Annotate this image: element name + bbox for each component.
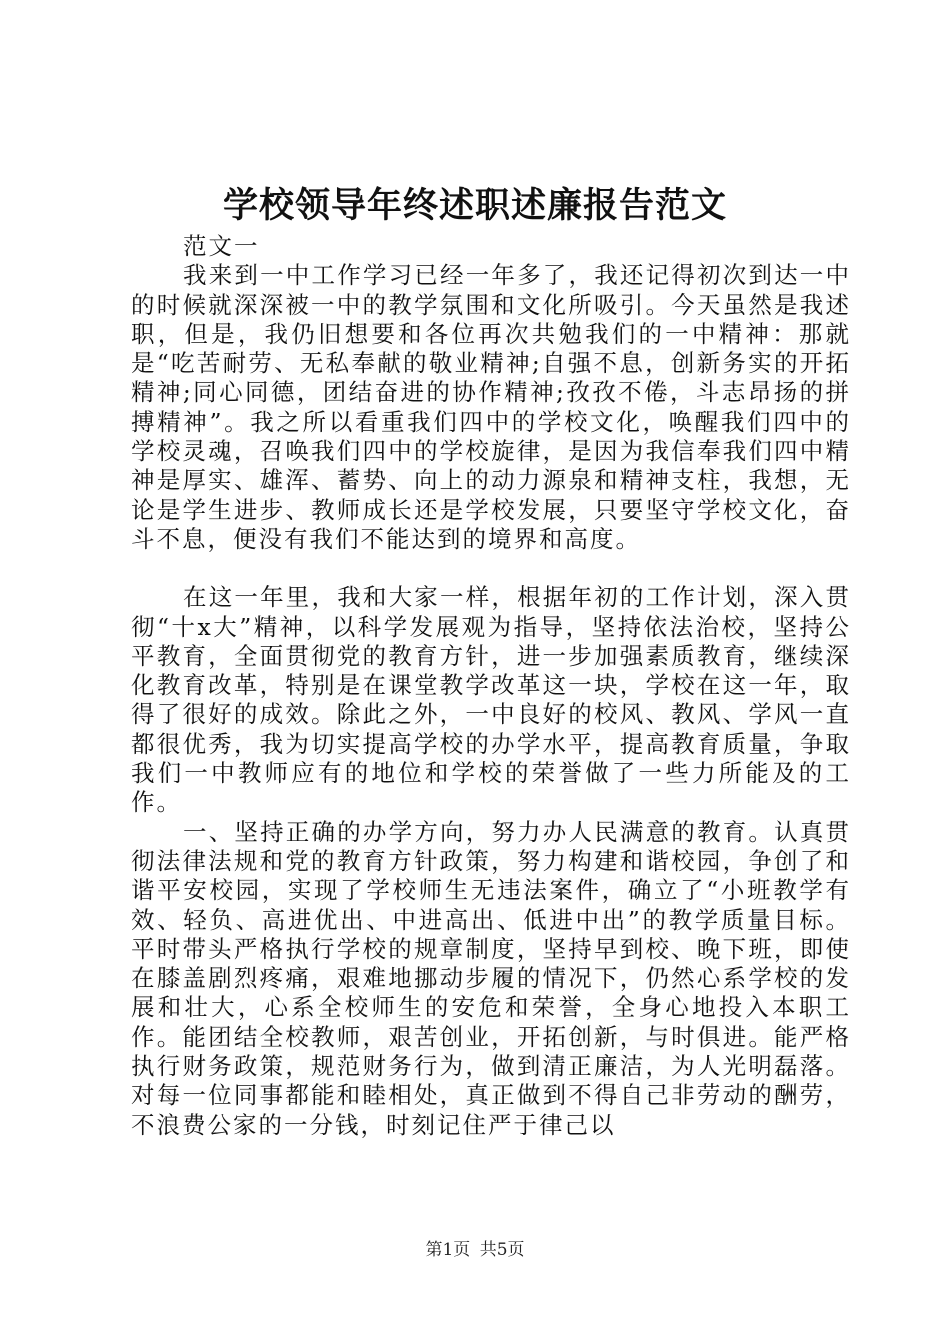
section-label: 范文一 [183, 232, 260, 260]
document-title: 学校领导年终述职述廉报告范文 [222, 185, 727, 226]
paragraph: 一、坚持正确的办学方向，努力办人民满意的教育。认真贯彻法律法规和党的教育方针政策，努力构建和谐校园，争创了和谐平安校园，实现了学校师生无违法案件，确立了“小班教学有效、轻负、高进优出、中进高出、低进中出”的教学质量目标。平时带头严格执行学校的规章制度，坚持早到校、晚下班，即使在膝盖剧烈疼痛，艰难地挪动步履的情况下，仍然心系学校的发展和壮大，心系全校师生的安危和荣誉，全身心地投入本职工作。能团结全校教师，艰苦创业，开拓创新，与时俱进。能严格执行财务政策，规范财务行为，做到清正廉洁，为人光明磊落。对每一位同事都能和睦相处，真正做到不得自己非劳动的酬劳，不浪费公家的一分钱，时刻记住严于律己以 [131, 817, 851, 1139]
paragraph: 在这一年里，我和大家一样，根据年初的工作计划，深入贯彻“十x大”精神，以科学发展观为指导，坚持依法治校，坚持公平教育，全面贯彻党的教育方针，进一步加强素质教育，继续深化教育改革，特别是在课堂教学改革这一块，学校在这一年，取得了很好的成效。除此之外，一中良好的校风、教风、学风一直都很优秀，我为切实提高学校的办学水平，提高教育质量，争取我们一中教师应有的地位和学校的荣誉做了一些力所能及的工作。 [131, 583, 851, 817]
document-body [131, 232, 851, 1140]
page-footer [0, 1238, 950, 1262]
page-number-current: 第1页 [425, 1240, 471, 1260]
page-number-total: 共5页 [479, 1240, 525, 1260]
paragraph: 我来到一中工作学习已经一年多了，我还记得初次到达一中的时候就深深被一中的教学氛围和文化所吸引。今天虽然是我述职，但是，我仍旧想要和各位再次共勉我们的一中精神：那就是“吃苦耐劳、无私奉献的敬业精神;自强不息，创新务实的开拓精神;同心同德，团结奋进的协作精神;孜孜不倦，斗志昂扬的拼搏精神”。我之所以看重我们四中的学校文化，唤醒我们四中的学校灵魂，召唤我们四中的学校旋律，是因为我信奉我们四中精神是厚实、雄浑、蓄势、向上的动力源泉和精神支柱，我想，无论是学生进步、教师成长还是学校发展，只要坚守学校文化，奋斗不息，便没有我们不能达到的境界和高度。 [131, 261, 851, 553]
